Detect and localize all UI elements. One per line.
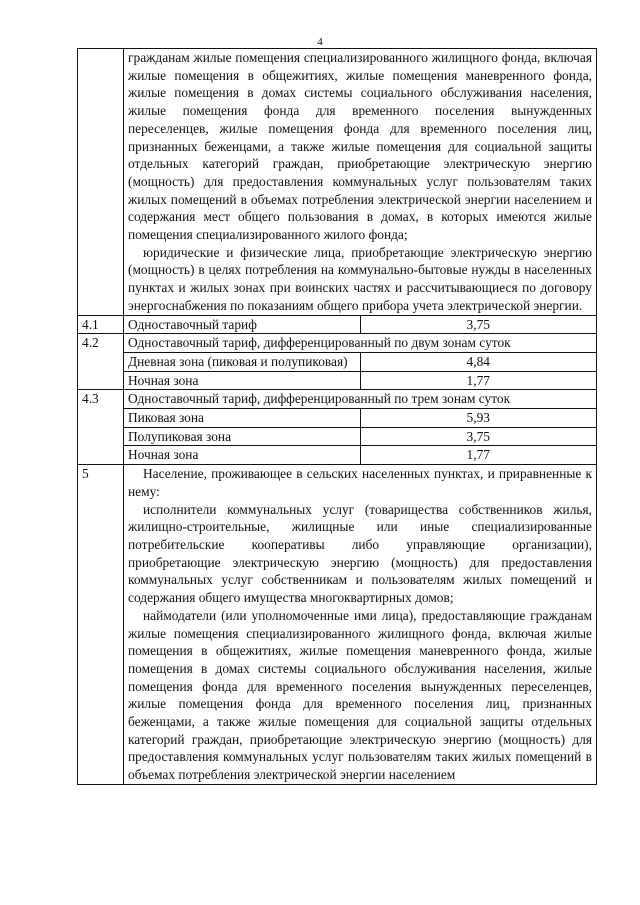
zone-value: 1,77 (360, 371, 597, 390)
zone-label: Ночная зона (124, 371, 361, 390)
tariff-header: Одноставочный тариф, дифференцированный по двум зонам суток (124, 334, 597, 353)
table-row-4-2-zone-day (78, 352, 597, 371)
tariff-value: 3,75 (360, 315, 597, 334)
table-row-4-1 (78, 315, 597, 334)
zone-label: Полупиковая зона (124, 427, 361, 446)
description-cell (124, 49, 597, 316)
zone-label: Пиковая зона (124, 409, 361, 428)
tariff-label: Одноставочный тариф (124, 315, 361, 334)
table-row-4-2 (78, 334, 597, 353)
row-number: 4.3 (78, 390, 124, 465)
row-number: 5 (78, 465, 124, 785)
table-row-continuation (78, 49, 597, 316)
zone-label: Дневная зона (пиковая и полупиковая) (124, 352, 361, 371)
page-number: 4 (317, 36, 323, 48)
row-number: 4.1 (78, 315, 124, 334)
table-row-5 (78, 465, 597, 785)
paragraph-legal-entities: юридические и физические лица, приобретающие электрическую энергию (мощность) в целях потребления на коммунально-бытовые нужды в населенных пунктах и жилых зонах при воинских частях и рассчитывающиеся по договору энергоснабжения по показаниям общего прибора учета электрической энергии. (128, 244, 592, 313)
zone-value: 3,75 (360, 427, 597, 446)
description-cell (124, 465, 597, 785)
row-number-cell (78, 49, 124, 316)
paragraph-utility-providers: исполнители коммунальных услуг (товарищества собственников жилья, жилищно-строительные, жилищные или иные специализированные потребительские кооперативы либо управляющие организации), приобретающие электрическую энергию (мощность) для предоставления коммунальных услуг собственникам и пользователям жилых помещений и содержания общего имущества многоквартирных домов; (128, 501, 592, 606)
table-row-4-3-zone-semipeak (78, 427, 597, 446)
table-row-4-3-zone-peak (78, 409, 597, 428)
paragraph-landlords: наймодатели (или уполномоченные ими лица), предоставляющие гражданам жилые помещения специализированного жилищного фонда, включая жилые помещения в общежитиях, жилые помещения маневренного фонда, жилые помещения в домах системы социального обслуживания населения, жилые помещения фонда для временного поселения вынужденных переселенцев, жилые помещения фонда для временного поселения лиц, признанных беженцами, а также жилые помещения для социальной защиты отдельных категорий граждан, приобретающие электрическую энергию (мощность) для предоставления коммунальных услуг пользователям таких жилых помещений в объемах потребления электрической энергии населением (128, 607, 592, 783)
paragraph-rural-population: Население, проживающее в сельских населенных пунктах, и приравненные к нему: (128, 466, 592, 499)
tariff-table (77, 48, 597, 785)
zone-value: 5,93 (360, 409, 597, 428)
table-row-4-2-zone-night (78, 371, 597, 390)
row-number: 4.2 (78, 334, 124, 390)
zone-value: 1,77 (360, 446, 597, 465)
zone-value: 4,84 (360, 352, 597, 371)
tariff-header: Одноставочный тариф, дифференцированный по трем зонам суток (124, 390, 597, 409)
zone-label: Ночная зона (124, 446, 361, 465)
table-row-4-3-zone-night (78, 446, 597, 465)
paragraph-landlords: гражданам жилые помещения специализированного жилищного фонда, включая жилые помещения в общежитиях, жилые помещения маневренного фонда, жилые помещения в домах системы социального обслуживания населения, жилые помещения фонда для временного поселения вынужденных переселенцев, жилые помещения фонда для временного поселения лиц, признанных беженцами, а также жилые помещения для социальной защиты отдельных категорий граждан, приобретающие электрическую энергию (мощность) для предоставления коммунальных услуг пользователям таких жилых помещений в объемах потребления электрической энергии населением и содержания мест общего пользования в домах, в которых имеются жилые помещения специализированного жилого фонда; (128, 50, 592, 243)
table-row-4-3 (78, 390, 597, 409)
